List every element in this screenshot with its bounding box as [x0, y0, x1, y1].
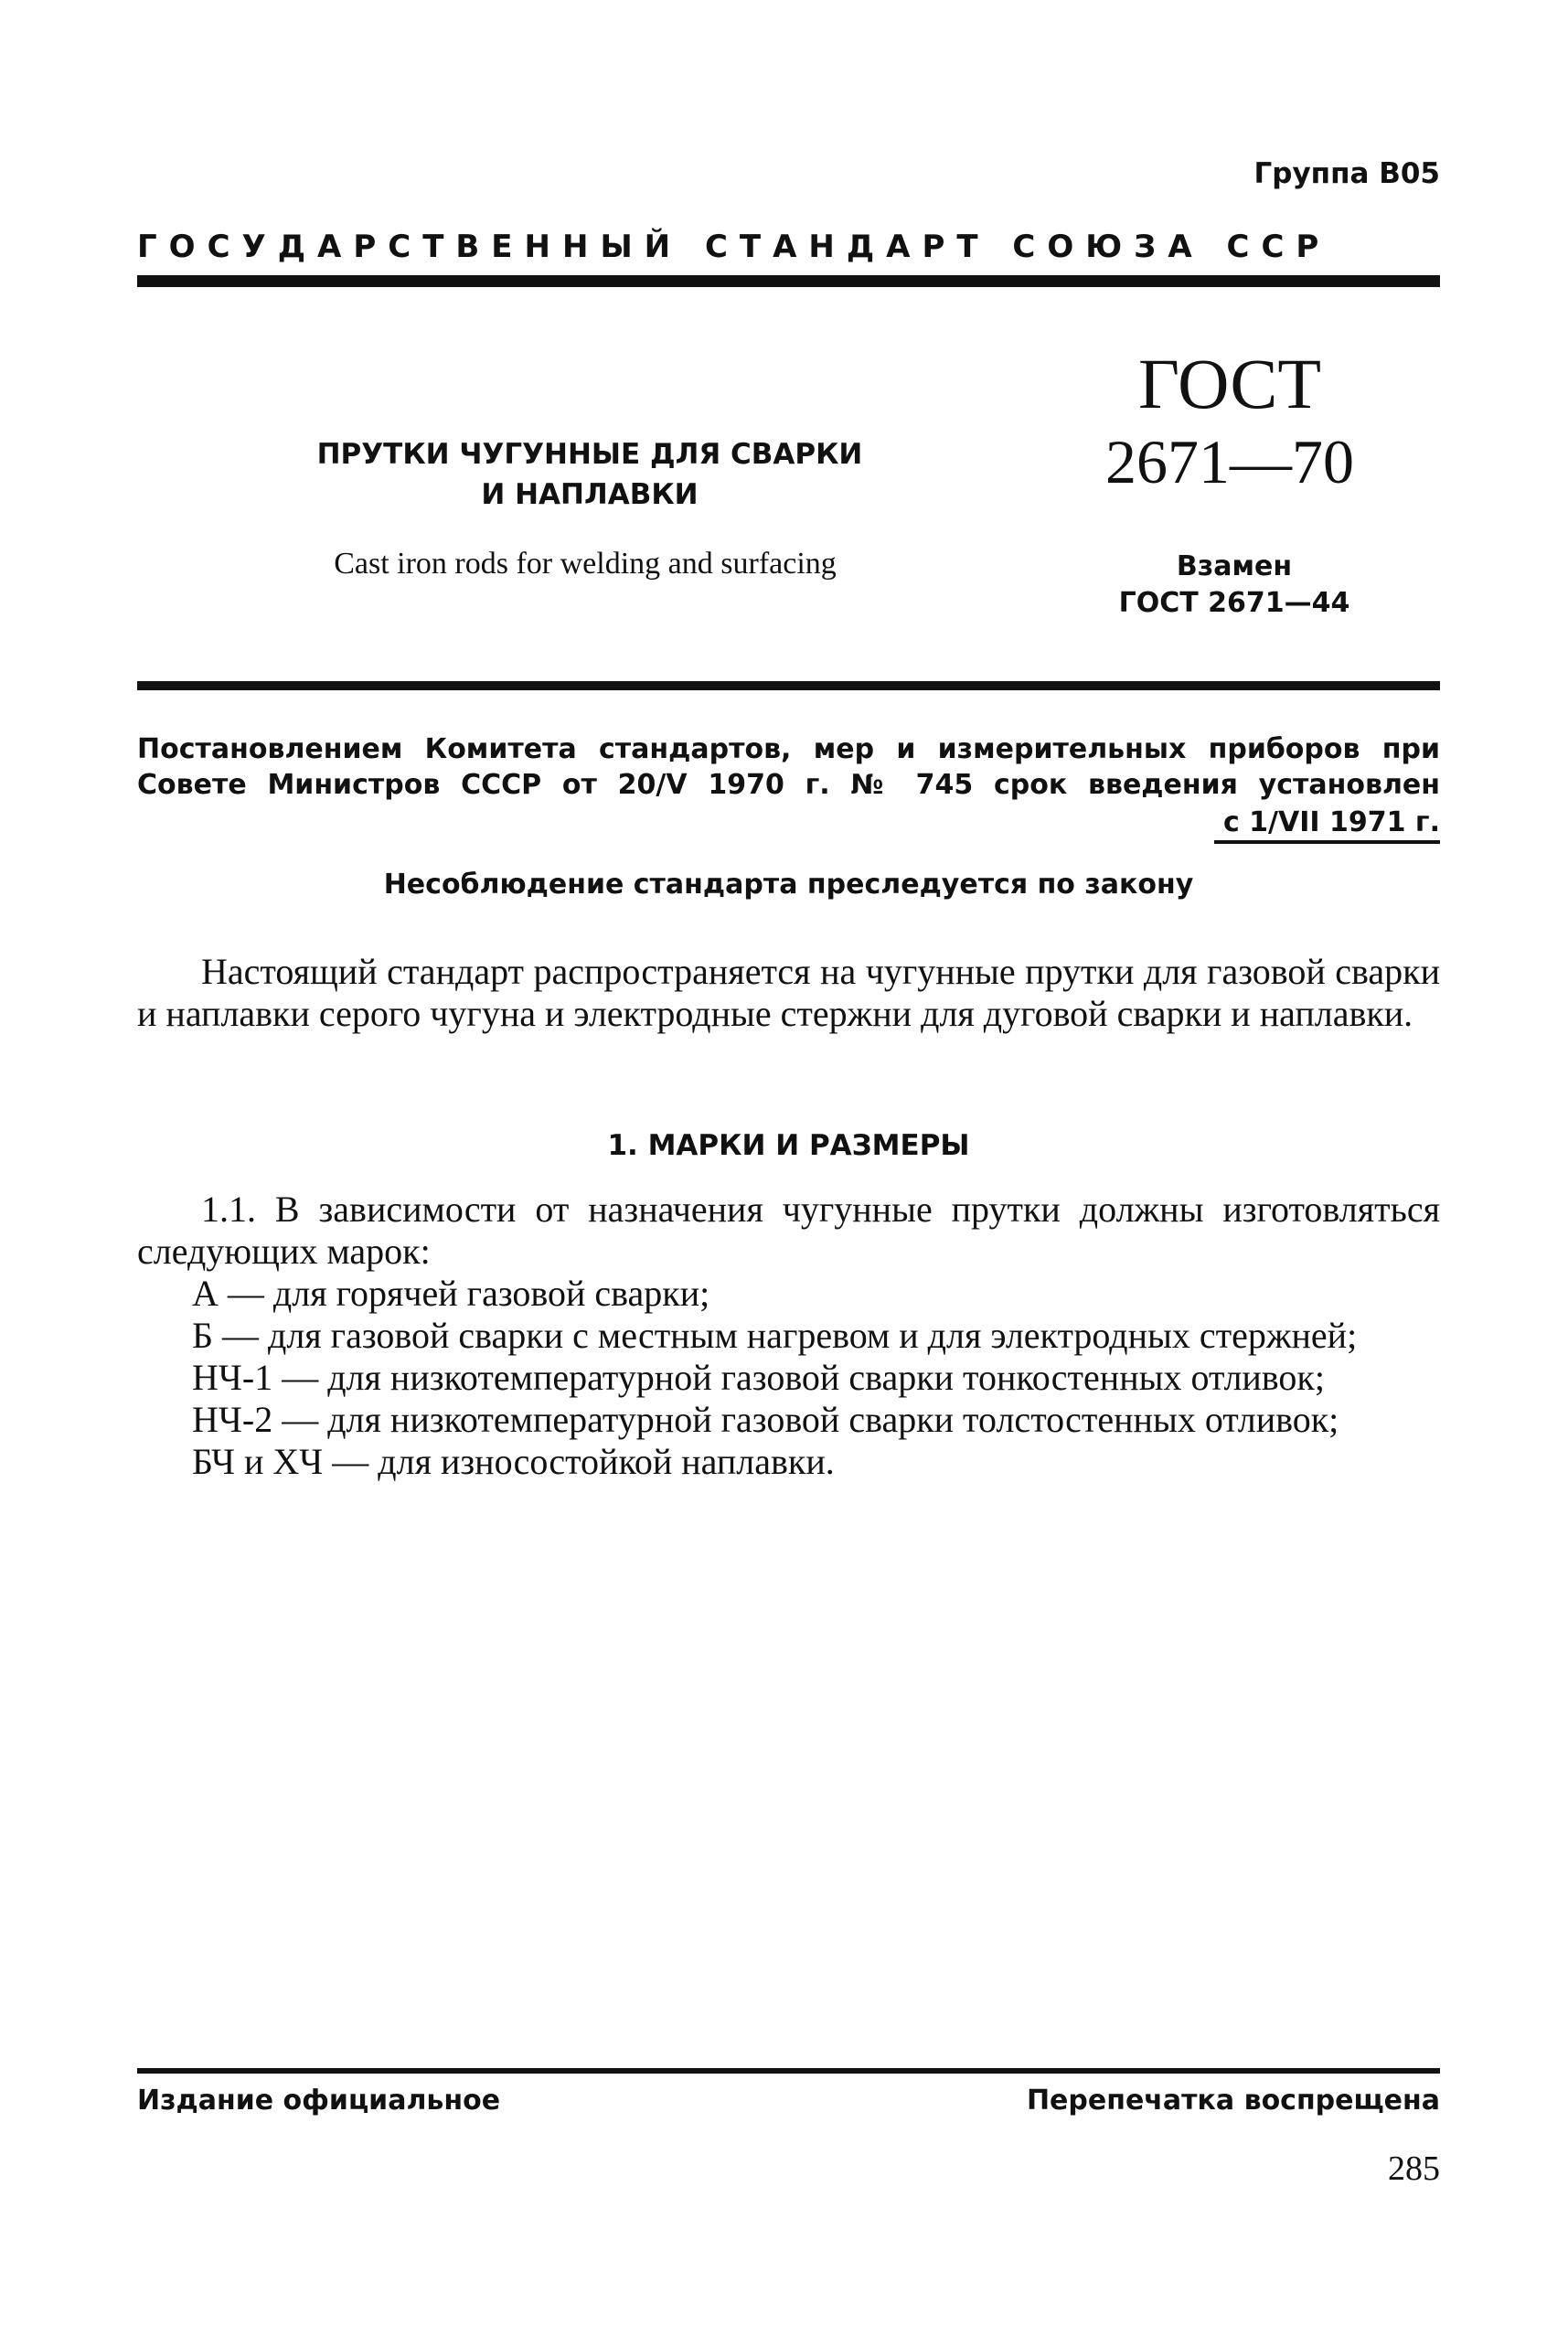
- grade-list: [137, 1273, 1440, 1483]
- grade-item-bch-khch: БЧ и ХЧ — для износостойкой наплавки.: [192, 1441, 835, 1482]
- replaces-block: [1079, 549, 1390, 622]
- decree-date-block: [1214, 806, 1440, 844]
- state-standard-heading: ГОСУДАРСТВЕННЫЙ СТАНДАРТ СОЮЗА ССР: [137, 229, 1331, 265]
- intro-paragraph: Настоящий стандарт распространяется на чугунные прутки для газовой сварки и наплавки серого чугуна и электродные стержни для дуговой сварки и наплавки.: [137, 951, 1440, 1034]
- replaces-value: ГОСТ 2671—44: [1118, 587, 1350, 619]
- grade-item-b: Б — для газовой сварки с местным нагревом и для электродных стержней;: [192, 1315, 1358, 1356]
- section-title: 1. МАРКИ И РАЗМЕРЫ: [607, 1129, 970, 1162]
- gost-number: 2671—70: [1105, 427, 1354, 496]
- grade-item-nch2: НЧ-2 — для низкотемпературной газовой сварки толстостенных отливок;: [192, 1399, 1339, 1440]
- title-line-1: ПРУТКИ ЧУГУННЫЕ ДЛЯ СВАРКИ: [316, 438, 863, 471]
- gost-label: ГОСТ: [1137, 344, 1322, 423]
- page-number: 285: [1388, 2149, 1440, 2188]
- document-title: [293, 434, 887, 515]
- clause-1-1: 1.1. В зависимости от назначения чугунные прутки должны изготовляться следующих марок:: [137, 1189, 1440, 1272]
- grade-item-nch1: НЧ-1 — для низкотемпературной газовой сварки тонкостенных отливок;: [192, 1357, 1325, 1398]
- grade-item-a: А — для горячей газовой сварки;: [192, 1273, 710, 1314]
- reprint-note: Перепечатка воспрещена: [1026, 2085, 1440, 2117]
- effective-date: с 1/VII 1971 г.: [1214, 806, 1440, 844]
- group-label: Группа В05: [1253, 157, 1440, 190]
- middle-rule: [137, 681, 1440, 690]
- replaces-label: Взамен: [1176, 550, 1293, 582]
- bottom-rule: [137, 2068, 1440, 2074]
- title-line-2: И НАПЛАВКИ: [481, 478, 699, 511]
- top-rule: [137, 275, 1440, 287]
- penalty-notice: Несоблюдение стандарта преследуется по закону: [383, 869, 1194, 901]
- document-title-english: Cast iron rods for welding and surfacing: [334, 547, 837, 581]
- decree-text: Постановлением Комитета стандартов, мер и измерительных приборов при Совете Министров СССР от 20/V 1970 г. № 745 срок введения установлен: [137, 733, 1440, 801]
- edition-note: Издание официальное: [137, 2085, 501, 2117]
